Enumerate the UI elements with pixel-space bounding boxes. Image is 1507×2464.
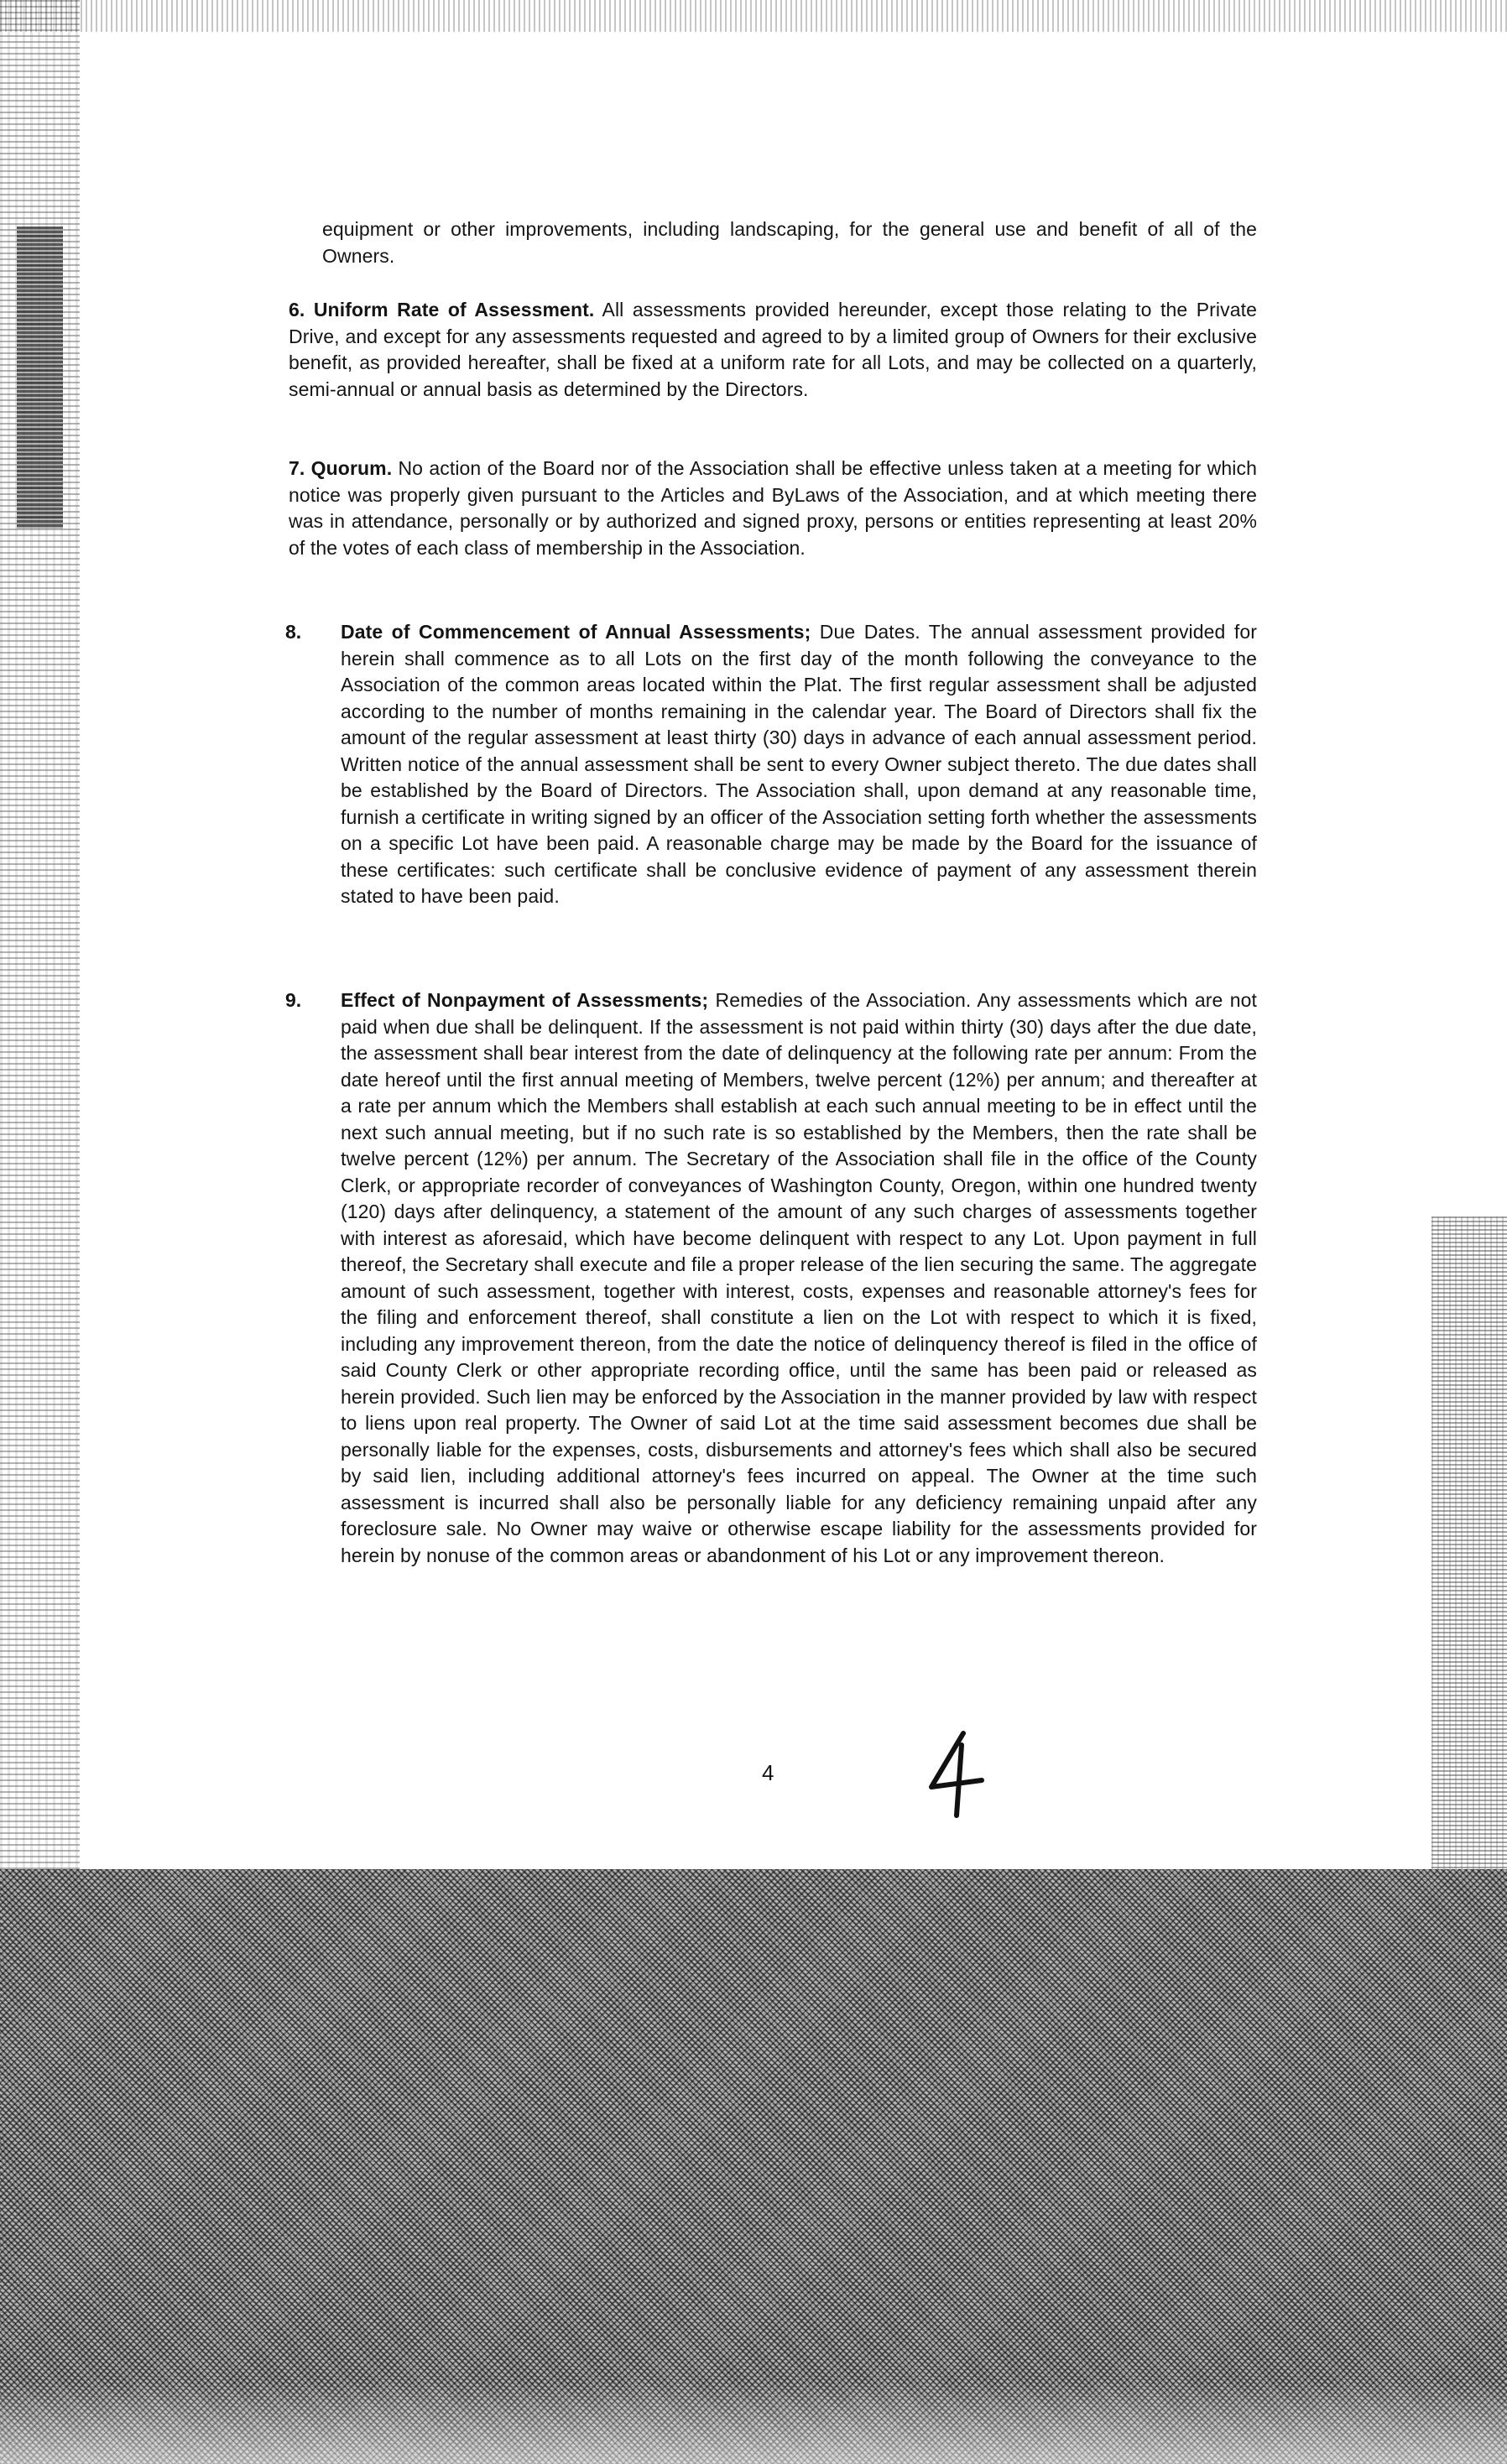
page-number: 4 <box>762 1760 774 1785</box>
section-8-paragraph <box>341 619 1257 910</box>
scan-noise-bottom <box>0 1869 1507 2464</box>
section-8-body: Due Dates. The annual assessment provided for herein shall commence as to all Lots on the first day of the month following the conveyance to the Association of the common areas located within the Plat. The first regular assessment shall be adjusted according to the number of months remaining in the calendar year. The Board of Directors shall fix the amount of the regular assessment at least thirty (30) days in advance of each annual assessment period. Written notice of the annual assessment shall be sent to every Owner subject thereto. The due dates shall be established by the Board of Directors. The Association shall, upon demand at any reasonable time, furnish a certificate in writing signed by an officer of the Association setting forth whether the assessments on a specific Lot have been paid. A reasonable charge may be made by the Board for the issuance of these certificates: such certificate shall be conclusive evidence of payment of any assessment therein stated to have been paid. <box>341 621 1257 907</box>
section-9-paragraph <box>341 987 1257 1569</box>
intro-paragraph <box>322 216 1257 269</box>
section-7-number: 7. <box>289 457 305 479</box>
scan-noise-bottom-fade <box>0 2383 1507 2464</box>
scan-noise-left-block <box>17 227 63 529</box>
section-7-paragraph <box>289 456 1257 561</box>
section-9-heading: Effect of Nonpayment of Assessments; <box>341 989 709 1011</box>
section-9-body: Remedies of the Association. Any assessments which are not paid when due shall be delinquent. If the assessment is not paid within thirty (30) days after the due date, the assessment shall bear interest from the date of delinquency at the following rate per annum: From the date hereof until the first annual meeting of Members, twelve percent (12%) per annum; and thereafter at a rate per annum which the Members shall establish at each such annual meeting to be in effect until the next such annual meeting, but if no such rate is so established by the Members, then the rate shall be twelve percent (12%) per annum. The Secretary of the Association shall file in the office of the County Clerk, or appropriate recorder of conveyances of Washington County, Oregon, within one hundred twenty (120) days after delinquency, a statement of the amount of any such charges of assessments together with interest as aforesaid, which have become delinquent with respect to any Lot. Upon payment in full thereof, the Secretary shall execute and file a proper release of the lien securing the same. The aggregate amount of such assessment, together with interest, costs, expenses and reasonable attorney's fees for the filing and enforcement thereof, shall constitute a lien on the Lot with respect to which it is fixed, including any improvement thereon, from the date the notice of delinquency thereof is filed in the office of said County Clerk or other appropriate recording office, until the same has been paid or released as herein provided. Such lien may be enforced by the Association in the manner provided by law with respect to liens upon real property. The Owner of said Lot at the time said assessment becomes due shall be personally liable for the expenses, costs, disbursements and attorney's fees which shall also be secured by said lien, including additional attorney's fees incurred on appeal. The Owner at the time such assessment is incurred shall also be personally liable for any deficiency remaining unpaid after any foreclosure sale. No Owner may waive or otherwise escape liability for the assessments provided for herein by nonuse of the common areas or abandonment of his Lot or any improvement thereon. <box>341 989 1257 1566</box>
section-9-number: 9. <box>285 989 302 1011</box>
scan-noise-top <box>0 0 1507 32</box>
handwritten-page-number <box>923 1728 990 1821</box>
section-6-heading: Uniform Rate of Assessment. <box>313 299 595 320</box>
section-7-body: No action of the Board nor of the Association shall be effective unless taken at a meeting for which notice was properly given pursuant to the Articles and ByLaws of the Association, and at which meeting there was in attendance, personally or by authorized and signed proxy, persons or entities representing at least 20% of the votes of each class of membership in the Association. <box>289 457 1257 559</box>
section-6-paragraph <box>289 297 1257 403</box>
section-8-number: 8. <box>285 621 302 643</box>
intro-text: equipment or other improvements, including landscaping, for the general use and benefit of all of the Owners. <box>322 218 1257 267</box>
section-6-body: All assessments provided hereunder, except those relating to the Private Drive, and except for any assessments requested and agreed to by a limited group of Owners for their exclusive benefit, as provided hereafter, shall be fixed at a uniform rate for all Lots, and may be collected on a quarterly, semi-annual or annual basis as determined by the Directors. <box>289 299 1257 400</box>
section-7-heading: Quorum. <box>310 457 393 479</box>
section-8-heading: Date of Commencement of Annual Assessments; <box>341 621 811 643</box>
section-6-number: 6. <box>289 299 305 320</box>
